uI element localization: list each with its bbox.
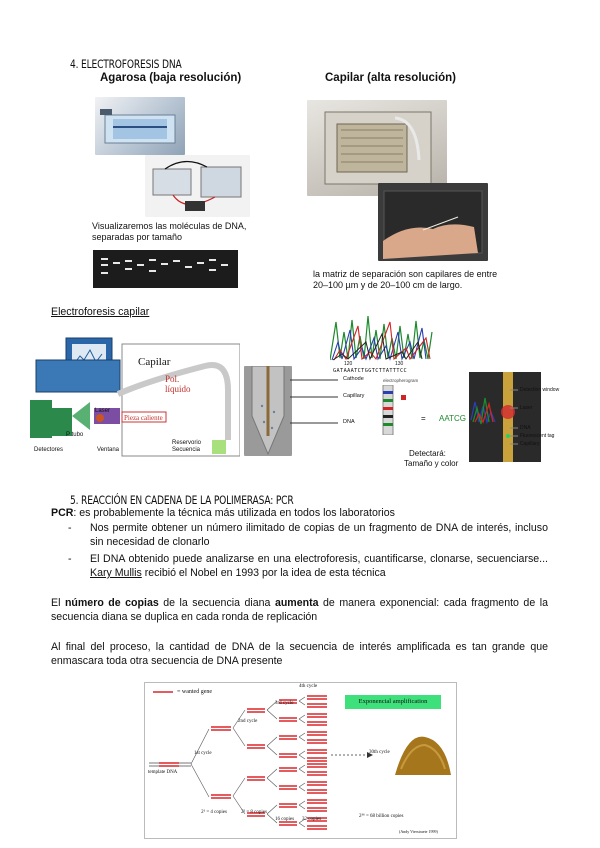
ce-laser-label: Laser <box>95 408 111 414</box>
para1-bold1: número de copias <box>64 597 159 609</box>
hand-capillary-photo <box>378 183 488 261</box>
branch-line <box>267 778 277 787</box>
pcr-wanted-gene: = wanted gene <box>177 689 213 695</box>
electropherogram-trace <box>330 312 434 362</box>
paragraph-final: Al final del proceso, la cantidad de DNA de la secuencia de interés amplificada es tan grande que enmascara toda otra secuencia de DNA presente <box>51 641 548 667</box>
pcr-first-cycle: 1st cycle <box>194 751 212 756</box>
pcr-copies-final: 2³⁶ = 68 billion copies <box>359 814 404 819</box>
branch-line <box>191 729 209 764</box>
seq-tick-130: 130 <box>395 361 404 367</box>
dw-detection-window-label: Detection window <box>520 387 560 393</box>
para1-b: de la secuencia diana <box>158 597 275 609</box>
agarose-caption: Visualizaremos las moléculas de DNA, separadas por tamaño <box>92 221 247 242</box>
pcr-copies-4: 2¹ = 4 copies <box>201 810 227 815</box>
bullet2-text-a: El DNA obtenido puede analizarse en una electroforesis, cuantificarse, clonarse, secuenciarse... <box>90 553 548 565</box>
bullet1-text: Nos permite obtener un número ilimitado de copias de un fragmento de DNA de interés, incluso sin necesidad de clonarlo <box>90 522 548 548</box>
detection-pointer-lines <box>510 380 520 450</box>
bullet2-mark: - <box>68 553 72 565</box>
ce-pieza-caliente-label: Pieza caliente <box>124 414 163 422</box>
branch-line <box>299 769 305 773</box>
pcr-second-cycle: 2nd cycle <box>238 719 258 724</box>
branch-line <box>299 783 305 787</box>
tube-dna-label: DNA <box>343 419 355 425</box>
branch-line <box>299 701 305 705</box>
branch-line <box>299 823 305 827</box>
pcr-copies-8: 2² = 8 copies <box>241 810 267 815</box>
gel-image <box>93 250 238 288</box>
branch-line <box>233 728 245 746</box>
dna-pile-image <box>395 737 451 775</box>
pcr-fourth-cycle: 4th cycle <box>299 684 318 689</box>
capillary-tube-photo <box>244 366 292 456</box>
ce-detector-label: Detectores <box>34 447 64 453</box>
pcr-template-label: template DNA <box>148 770 178 775</box>
para1-bold2: aumenta <box>274 597 319 609</box>
pcr-third-cycle: 3rd cycle <box>275 701 294 706</box>
capillary-instrument-photo <box>307 100 447 196</box>
para1-a: El <box>51 597 65 609</box>
ce-capilar-label: Capilar <box>138 356 171 368</box>
ce-pmt-label: P tubo <box>66 432 84 438</box>
branch-line <box>299 733 305 737</box>
sequence-ladder <box>373 385 413 435</box>
branch-line <box>299 787 305 791</box>
pcr-intro-text: : es probablemente la técnica más utilizada en todos los laboratorios <box>73 507 395 519</box>
seq-equals: = <box>421 414 426 423</box>
section4-heading: 4. ELECTROFORESIS DNA <box>70 57 182 71</box>
capillary-caption: la matriz de separación son capilares de entre 20–100 µm y de 20–100 cm de largo. <box>313 269 498 290</box>
tube-capillary-label: Capillary <box>343 393 365 399</box>
dw-dna-label: DNA <box>520 425 531 431</box>
electropherogram-label: electropherogram <box>383 378 419 383</box>
detection-window-image <box>469 372 541 462</box>
ce-reservorio-label: Reservorio Secuencia <box>172 440 202 453</box>
pcr-copies-32: 32 copies <box>302 817 322 822</box>
ce-pol-liquido-label: Pol. líquido <box>165 374 191 394</box>
section5-heading: 5. REACCIÓN EN CADENA DE LA POLIMERASA: PCR <box>70 493 294 507</box>
seq-aatcg: AATCG <box>439 414 466 423</box>
ce-ventana-label: Ventana <box>97 447 120 453</box>
branch-line <box>299 737 305 741</box>
gel-tanks-photo <box>145 155 250 217</box>
capillary-title: Capilar (alta resolución) <box>325 72 457 84</box>
tube-pointer-lines <box>290 375 340 430</box>
tube-cathode-label: Cathode <box>343 376 364 382</box>
branch-line <box>299 765 305 769</box>
pcr-diagram <box>144 682 457 839</box>
branch-line <box>299 697 305 701</box>
branch-line <box>191 764 209 797</box>
pcr-intro <box>51 506 551 520</box>
pcr-copies-16: 16 copies <box>275 817 295 822</box>
para1-c: de manera exponencial: cada fragmento de la secuencia diana se duplica en cada ronda de replicación <box>51 597 548 623</box>
dw-fluorescent-tag-label: Fluorescent tag <box>520 433 555 439</box>
agarose-title: Agarosa (baja resolución) <box>100 72 242 84</box>
branch-line <box>299 751 305 755</box>
branch-line <box>233 778 245 796</box>
branch-line <box>299 805 305 809</box>
branch-line <box>267 737 277 746</box>
dw-capillary-label: Capillary <box>520 441 540 447</box>
kary-mullis-name: Kary Mullis <box>90 567 142 579</box>
branch-line <box>299 801 305 805</box>
branch-line <box>267 710 277 719</box>
branch-line <box>267 746 277 755</box>
pcr-credit: (Andy Vierstraete 1999) <box>399 829 438 834</box>
bullet2-text-b: recibió el Nobel en 1993 por la idea de esta técnica <box>141 567 386 579</box>
branch-line <box>299 719 305 723</box>
branch-line <box>299 755 305 759</box>
bullet2-text <box>90 552 548 580</box>
seq-tick-120: 120 <box>344 361 353 367</box>
seq-tamano-color: Tamaño y color <box>404 459 459 468</box>
pcr-term: PCR <box>51 507 74 519</box>
pcr-banner: Exponencial amplification <box>345 695 441 709</box>
dw-laser-label: Laser <box>520 405 533 411</box>
ce-label: Electroforesis capilar <box>51 306 150 318</box>
pcr-thirtieth-cycle: 30th cycle <box>369 750 390 755</box>
branch-line <box>267 769 277 778</box>
agarose-gel-photo <box>95 97 185 155</box>
seq-detectara: Detectará: <box>409 449 446 458</box>
branch-line <box>299 715 305 719</box>
seq-letters: GATAAATCTGGTCTTATTTCC <box>333 368 407 374</box>
branch-line <box>267 805 277 814</box>
paragraph-copies <box>51 596 548 624</box>
